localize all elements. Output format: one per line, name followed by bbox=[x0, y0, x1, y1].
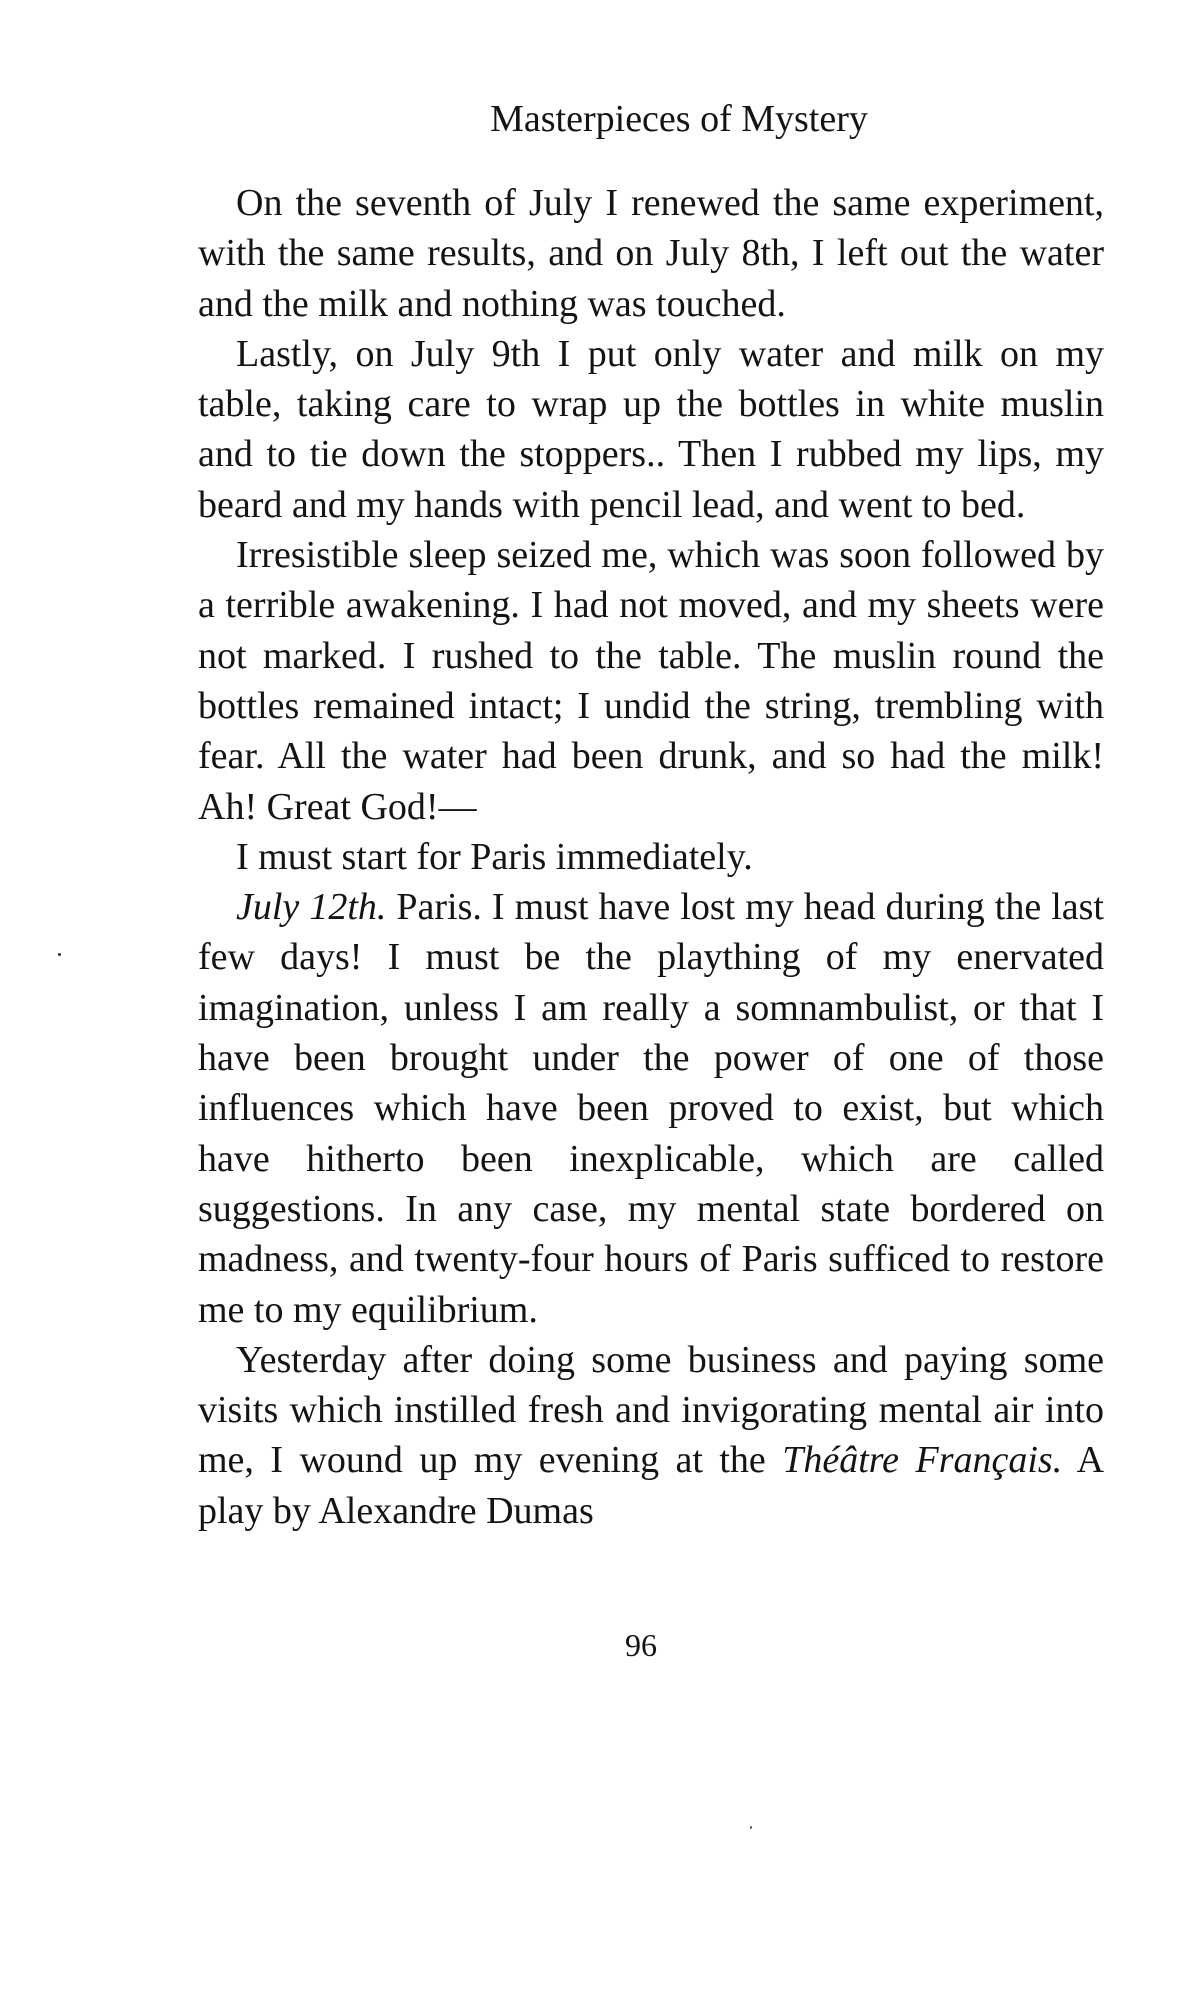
paragraph-1 bbox=[198, 178, 1104, 329]
text-run: Yesterday after doing some business and paying some visits which instilled fresh and invigorating mental air into me, I wound up my evening at the bbox=[198, 1338, 1104, 1482]
text-run: Lastly, on July 9th I put only water and milk on my table, taking care to wrap up the bottles in white muslin and to tie down the stoppers.. Then I rubbed my lips, my beard and my hands with pencil lead, and went to bed. bbox=[198, 332, 1104, 526]
body-text bbox=[198, 178, 1104, 1536]
paragraph-3 bbox=[198, 530, 1104, 832]
scan-speck bbox=[58, 953, 61, 956]
text-run: A play by Alexandre Dumas bbox=[198, 1439, 1105, 1532]
running-head: Masterpieces of Mystery bbox=[490, 98, 868, 140]
text-run: Irresistible sleep seized me, which was soon followed by a terrible awakening. I had not moved, and my sheets were not marked. I rushed to the table. The muslin round the bottles remained intact; I undid the string, trembling with fear. All the water had been drunk, and so had the milk! Ah! Great God!— bbox=[198, 534, 1104, 828]
diary-date: July 12th. bbox=[236, 886, 387, 929]
scan-speck bbox=[750, 1826, 752, 1829]
paragraph-6 bbox=[198, 1335, 1104, 1536]
text-run: I must start for Paris immediately. bbox=[236, 835, 753, 878]
text-run: Paris. I must have lost my head during the last few days! I must be the plaything of my enervated imagination, unless I am really a somnambulist, or that I have been brought under the power of one of those influences which have been proved to exist, but which have hitherto been inexplicable, which are called suggestions. In any case, my mental state bordered on madness, and twenty-four hours of Paris sufficed to restore me to my equilibrium. bbox=[198, 886, 1104, 1331]
paragraph-4 bbox=[198, 832, 1104, 882]
paragraph-5 bbox=[198, 882, 1104, 1335]
theatre-name: Théâtre Français. bbox=[782, 1439, 1063, 1482]
text-run: On the seventh of July I renewed the same experiment, with the same results, and on July 8th, I left out the water and the milk and nothing was touched. bbox=[198, 182, 1104, 325]
paragraph-2 bbox=[198, 329, 1104, 530]
page-number: 96 bbox=[625, 1627, 657, 1663]
